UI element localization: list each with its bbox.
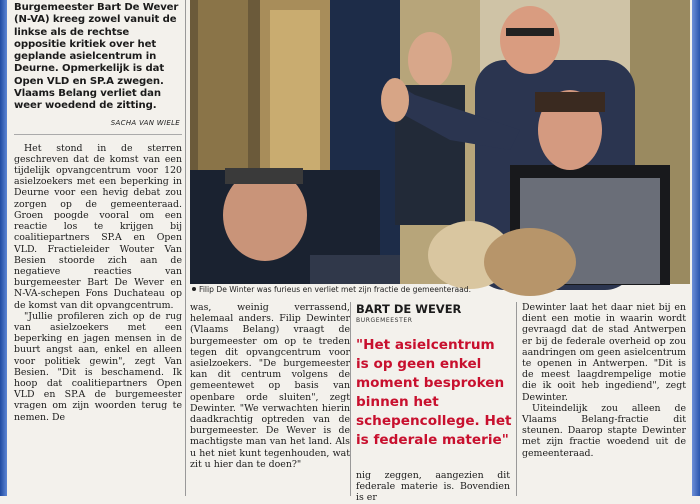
council-meeting-photo bbox=[190, 0, 690, 284]
quote-author-role: BURGEMEESTER bbox=[356, 317, 413, 324]
right-column bbox=[522, 302, 686, 496]
quote-author-name: BART DE WEVER bbox=[356, 302, 462, 316]
right-paragraph-1: Dewinter laat het daar niet bij en dient een motie in waarin wordt gevraagd dat de stad Antwerpen er bij de federale overheid op zou aandringen om geen asielcentrum te openen in Antwerpen. "Dit is de meest laagdrempelige motie die ik ooit heb ingediend", zegt Dewinter. bbox=[522, 302, 686, 403]
right-paragraph-2: Uiteindelijk zou alleen de Vlaams Belang-fractie dit steunen. Daarop stapte Dewinter met zijn fractie woedend uit de gemeenteraad. bbox=[522, 402, 686, 459]
column-divider bbox=[185, 0, 186, 496]
photo-caption-text: Filip De Winter was furieus en verliet met zijn fractie de gemeenteraad. bbox=[199, 285, 471, 294]
left-column bbox=[14, 0, 182, 496]
photo-caption bbox=[190, 285, 690, 294]
middle-column bbox=[190, 302, 350, 496]
bullet-icon bbox=[192, 287, 196, 291]
article-paragraph-2: "Jullie profileren zich op de rug van asielzoekers met een beperking en jagen mensen in de buurt angst aan, enkel en alleen voor politiek gewin", zegt Van Besien. "Dit is beschamend. Ik hoop dat coalitiepartners Open VLD en SP.A de burgemeester vragen om zijn woorden terug te nemen. De bbox=[14, 310, 182, 423]
column-divider bbox=[350, 302, 351, 496]
news-photo bbox=[190, 0, 690, 284]
article-paragraph-1: Het stond in de sterren geschreven dat de komst van een tijdelijk opvangcentrum voor 120 asielzoekers met een beperking in Deurne voor een hevig debat zou zorgen op de gemeenteraad. Groen poogde vooral om een reactie los te krijgen bij coalitiepartners SP.A en Open VLD. Fractieleider Wouter Van Besien stoorde zich aan de negatieve reacties van burgemeester Bart De Wever en N-VA-schepen Fons Duchateau op de komst van dit opvangcentrum. bbox=[14, 142, 182, 311]
article-lead: Burgemeester Bart De Wever (N-VA) kreeg zowel vanuit de linkse als de rechtse oppositie kritiek over het geplande asielcentrum in Deurne. Opmerkelijk is dat Open VLD en SP.A zwegen. Vlaams Belang verliet dan weer woedend de zitting. bbox=[14, 2, 179, 112]
pull-quote: "Het asielcentrum is op geen enkel moment besproken binnen het schepencollege. Het is federale materie" bbox=[356, 337, 512, 448]
left-page-border bbox=[0, 0, 7, 496]
right-page-border bbox=[692, 0, 700, 496]
quote-continuation: nig zeggen, aangezien dit federale materie is. Bovendien is er bbox=[356, 470, 510, 504]
column-divider bbox=[516, 302, 517, 496]
author-byline: SACHA VAN WIELE bbox=[110, 118, 180, 127]
quote-box bbox=[352, 300, 512, 504]
middle-paragraph: was, weinig verrassend, helemaal anders. Filip Dewinter (Vlaams Belang) vraagt de burgemeester om op te treden tegen dit opvangcentrum voor asielzoekers. "De burgemeester kan dit centrum volgens de gemeentewet op basis van openbare orde sluiten", zegt Dewinter. "We verwachten hierin daadkrachtig optreden van de burgemeester. De Wever is de machtigste man van het land. Als u het niet kunt tegenhouden, wat zit u hier dan te doen?" bbox=[190, 302, 350, 470]
divider bbox=[14, 134, 182, 135]
